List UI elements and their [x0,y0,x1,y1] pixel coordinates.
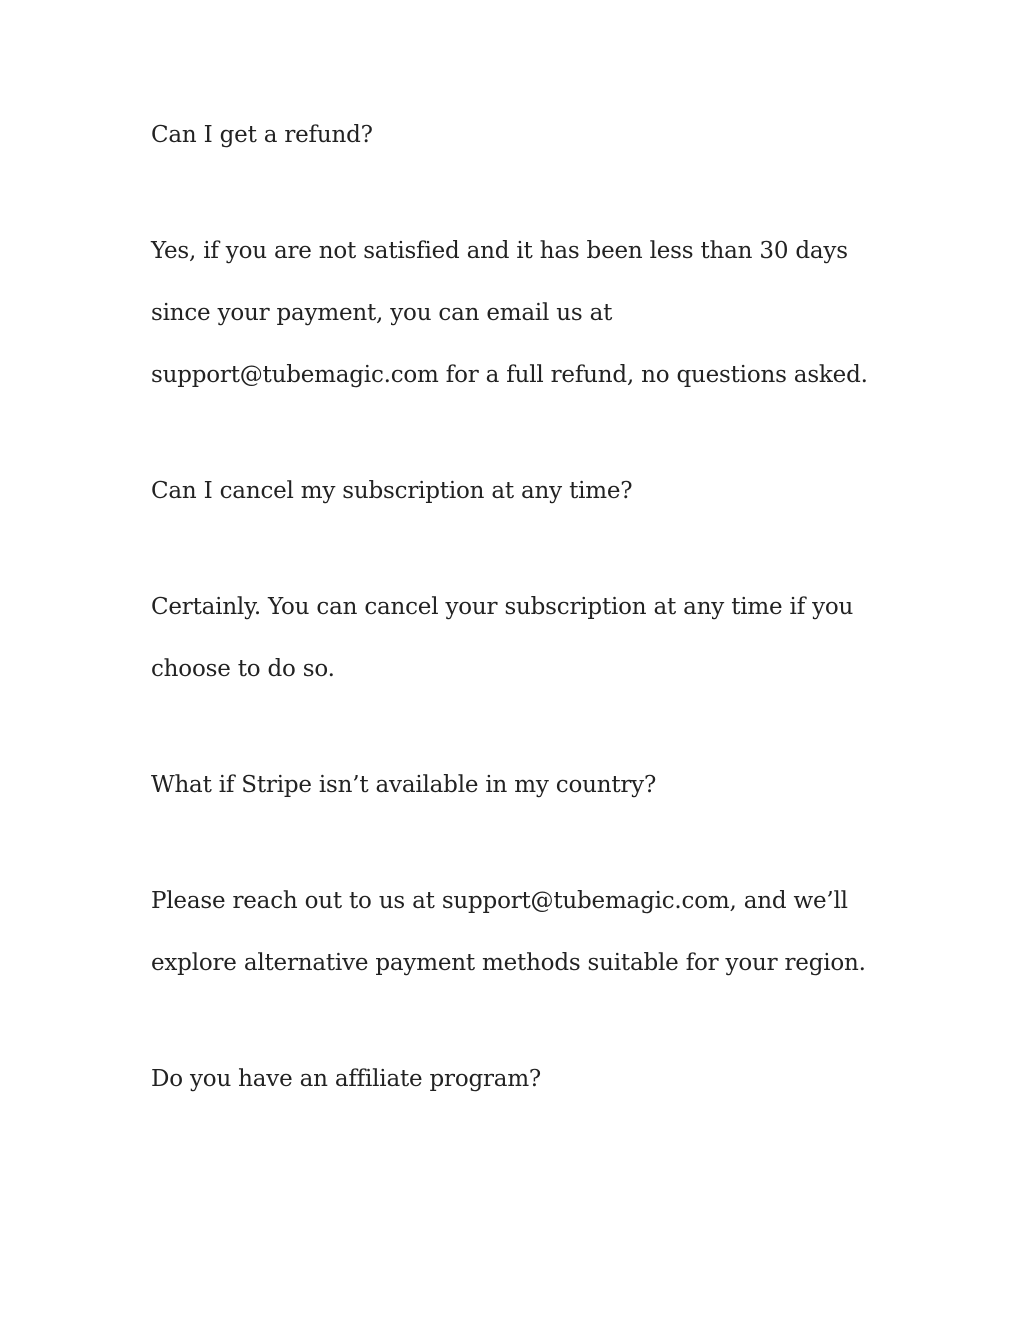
faq-question-affiliate: Do you have an affiliate program? [151,1066,542,1092]
faq-answer-line: explore alternative payment methods suitable for your region. [151,950,866,976]
faq-answer-line: Please reach out to us at support@tubemagic.com, and we’ll [151,888,848,914]
faq-question-stripe: What if Stripe isn’t available in my country? [151,772,657,798]
faq-answer-line: choose to do so. [151,656,335,682]
faq-answer-line: support@tubemagic.com for a full refund, no questions asked. [151,362,868,388]
faq-answer-line: Certainly. You can cancel your subscription at any time if you [151,594,854,620]
faq-answer-line: since your payment, you can email us at [151,300,613,326]
faq-question-cancel: Can I cancel my subscription at any time? [151,478,633,504]
faq-question-refund: Can I get a refund? [151,122,373,148]
faq-answer-line: Yes, if you are not satisfied and it has been less than 30 days [151,238,848,264]
